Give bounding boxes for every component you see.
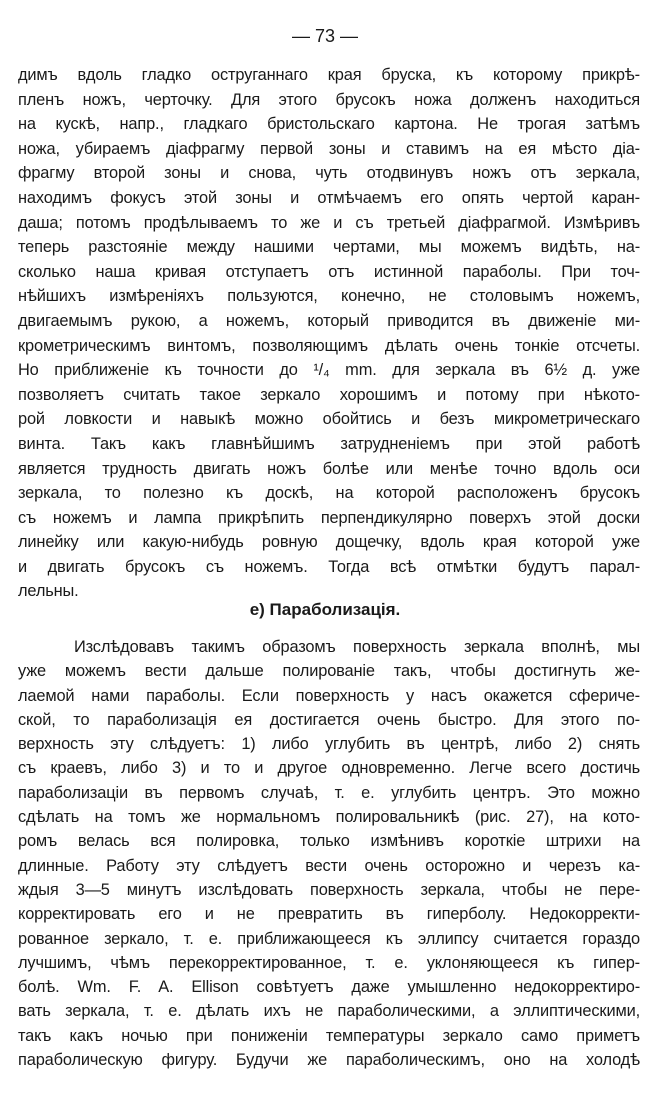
text-line: корректировать его и не превратить въ гиперболу. Недокорректи- bbox=[18, 905, 640, 924]
text-line: уже можемъ вести дальше полированіе такъ, чтобы достигнуть же- bbox=[18, 662, 640, 681]
text-line: параболизаціи въ первомъ случаѣ, т. е. углубить центръ. Это можно bbox=[18, 783, 640, 802]
text-line: сдѣлать на томъ же нормальномъ полировальникѣ (рис. 27), на кото- bbox=[18, 808, 640, 827]
text-line: вать зеркала, т. е. дѣлать ихъ не параболическими, а эллиптическими, bbox=[18, 1002, 640, 1021]
text-line: Изслѣдовавъ такимъ образомъ поверхность зеркала вполнѣ, мы bbox=[74, 638, 640, 656]
text-line: ромъ велась вся полировка, только измѣнивъ короткіе штрихи на bbox=[18, 832, 640, 851]
page-number: — 73 — bbox=[291, 26, 359, 46]
text-line: даша; потомъ продѣлываемъ то же и съ третьей діафрагмой. Измѣривъ bbox=[18, 213, 640, 232]
paragraph-2 bbox=[18, 635, 640, 1072]
text-line: лучшимъ, чѣмъ перекорректированное, т. е. уклоняющееся къ гипер- bbox=[18, 953, 640, 972]
text-line: рой ловкости и навыкѣ можно обойтись и безъ микрометрическаго bbox=[18, 410, 640, 429]
text-line: верхность эту слѣдуетъ: 1) либо углубить въ центрѣ, либо 2) снять bbox=[18, 735, 640, 754]
text-line: фрагму второй зоны и снова, чуть отодвинувъ ножъ отъ зеркала, bbox=[18, 164, 640, 183]
text-line: съ ножемъ и лампа прикрѣпить перпендикулярно поверхъ этой доски bbox=[18, 508, 640, 527]
section-heading: e) Параболизація. bbox=[249, 600, 401, 619]
text-line: находимъ фокусъ этой зоны и отмѣчаемъ его опять чертой каран- bbox=[18, 188, 640, 207]
text-line: винта. Такъ какъ главнѣйшимъ затрудненіемъ при этой работѣ bbox=[18, 434, 640, 453]
text-line: сколько наша кривая отступаетъ отъ истинной параболы. При точ- bbox=[18, 262, 640, 281]
text-line: такъ какъ ночью при пониженіи температуры зеркало само приметъ bbox=[18, 1026, 640, 1045]
text-line: болѣ. Wm. F. A. Ellison совѣтуетъ даже умышленно недокорректиро- bbox=[18, 978, 640, 997]
text-line: теперь разстояніе между нашими чертами, мы можемъ видѣть, на- bbox=[18, 238, 640, 257]
text-line: лельны. bbox=[18, 582, 79, 601]
text-line: нѣйшихъ измѣреніяхъ пользуются, конечно, не столовымъ ножемъ, bbox=[18, 287, 640, 306]
text-line: линейку или какую-нибудь ровную дощечку, вдоль края которой уже bbox=[18, 533, 640, 552]
text-line: ждыя 3—5 минутъ изслѣдовать поверхность зеркала, чтобы не пере- bbox=[18, 880, 640, 899]
paragraph-1 bbox=[18, 63, 640, 604]
text-line: ской, то параболизація ея достигается очень быстро. Для этого по- bbox=[18, 710, 640, 729]
text-line: пленъ ножъ, черточку. Для этого брусокъ ножа долженъ находиться bbox=[18, 90, 640, 109]
text-line: крометрическимъ винтомъ, позволяющимъ дѣлать очень тонкіе отсчеты. bbox=[18, 336, 640, 355]
text-line: длинные. Работу эту слѣдуетъ вести очень осторожно и черезъ ка- bbox=[18, 856, 640, 875]
text-line: Но приближеніе къ точности до ¹/₄ mm. для зеркала въ 6½ д. уже bbox=[18, 361, 640, 380]
text-line: димъ вдоль гладко оструганнаго края бруска, къ которому прикрѣ- bbox=[18, 66, 640, 84]
text-line: позволяетъ считать такое зеркало хорошимъ и потому при нѣкото- bbox=[18, 385, 640, 404]
text-line: параболическую фигуру. Будучи же параболическимъ, оно на холодѣ bbox=[18, 1051, 640, 1070]
text-line: рованное зеркало, т. е. приближающееся къ эллипсу считается гораздо bbox=[18, 929, 640, 948]
text-line: на кускѣ, напр., гладкаго бристольскаго картона. Не трогая затѣмъ bbox=[18, 115, 640, 134]
text-line: зеркала, то полезно къ доскѣ, на которой расположенъ брусокъ bbox=[18, 484, 640, 503]
text-line: является трудность двигать ножъ болѣе или менѣе точно вдоль оси bbox=[18, 459, 640, 478]
text-line: лаемой нами параболы. Если поверхность у насъ окажется сфериче- bbox=[18, 686, 640, 705]
text-line: ножа, убираемъ діафрагму первой зоны и ставимъ на ея мѣсто діа- bbox=[18, 139, 640, 158]
text-line: двигаемымъ рукою, а ножемъ, который приводится въ движеніе ми- bbox=[18, 311, 640, 330]
text-line: и двигать брусокъ съ ножемъ. Тогда всѣ отмѣтки будутъ парал- bbox=[18, 557, 640, 576]
text-line: съ краевъ, либо 3) и то и другое одновременно. Легче всего достичь bbox=[18, 759, 640, 778]
